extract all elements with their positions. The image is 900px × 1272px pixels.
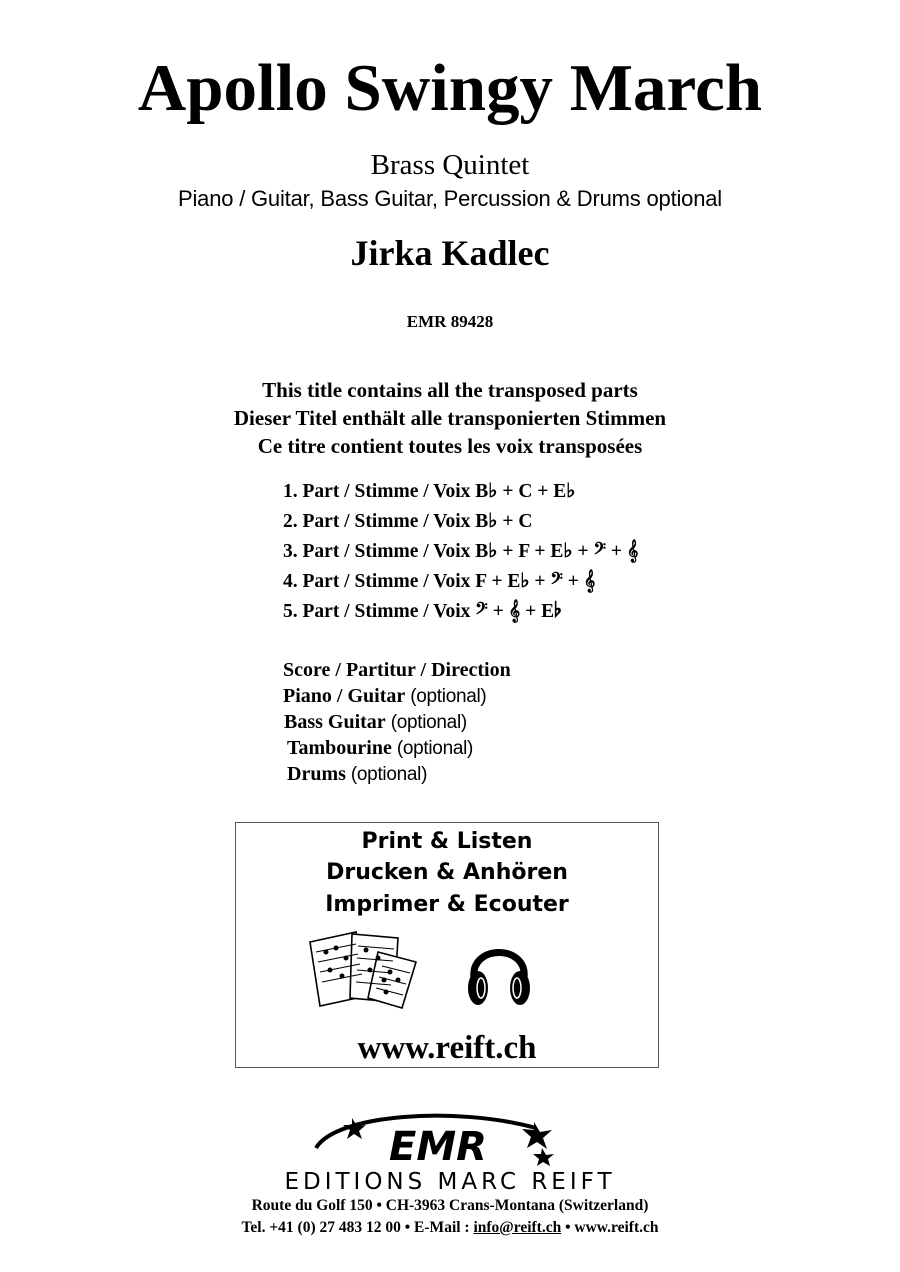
extra-name: Drums — [287, 763, 346, 785]
part-prefix: 1. Part / Stimme / Voix — [283, 481, 471, 502]
headphones-icon — [466, 934, 532, 1010]
subtitle: Brass Quintet — [370, 149, 530, 181]
part-keys: B♭ + F + E♭ + 𝄢 + 𝄞 — [475, 541, 639, 562]
extra-name: Score / Partitur / Direction — [283, 659, 511, 681]
publisher-name: EDITIONS MARC REIFT — [284, 1169, 616, 1195]
part-line — [283, 510, 532, 534]
page-title: Apollo Swingy March — [137, 51, 763, 125]
extra-item — [283, 684, 486, 709]
extra-name: Piano / Guitar — [283, 685, 406, 707]
extra-item — [283, 658, 511, 682]
part-keys: F + E♭ + 𝄢 + 𝄞 — [475, 571, 596, 592]
publisher-contact — [0, 1218, 900, 1238]
promo-line-english: Print & Listen — [361, 829, 533, 854]
extra-item — [287, 762, 427, 787]
part-prefix: 5. Part / Stimme / Voix — [283, 601, 471, 622]
extra-note: (optional) — [350, 764, 428, 785]
email-link[interactable]: info@reift.ch — [473, 1219, 562, 1236]
extra-item — [284, 710, 467, 735]
part-keys: B♭ + C + E♭ — [475, 481, 576, 502]
promo-line-french: Imprimer & Ecouter — [325, 892, 569, 917]
notice-german: Dieser Titel enthält alle transponierten Stimmen — [233, 406, 667, 430]
notice-english: This title contains all the transposed parts — [262, 378, 638, 402]
composer-name: Jirka Kadlec — [350, 233, 550, 273]
sheet-music-icon — [306, 928, 420, 1010]
part-keys: 𝄢 + 𝄞 + E♭ — [475, 601, 562, 622]
catalog-number: EMR 89428 — [406, 312, 494, 331]
part-prefix: 3. Part / Stimme / Voix — [283, 541, 471, 562]
logo-text: EMR — [389, 1124, 487, 1170]
part-line — [283, 570, 595, 594]
extra-name: Tambourine — [287, 737, 392, 759]
extra-name: Bass Guitar — [284, 711, 386, 733]
contact-phone: Tel. +41 (0) 27 483 12 00 • E-Mail : — [241, 1219, 474, 1236]
promo-line-german: Drucken & Anhören — [326, 860, 568, 885]
extra-note: (optional) — [390, 712, 467, 733]
extra-note: (optional) — [410, 686, 487, 707]
extra-item — [287, 736, 473, 761]
part-line — [283, 540, 638, 564]
part-keys: B♭ + C — [475, 511, 533, 532]
extra-note: (optional) — [396, 738, 474, 759]
contact-website[interactable]: • www.reift.ch — [561, 1219, 659, 1236]
notice-french: Ce titre contient toutes les voix transposées — [257, 434, 643, 458]
part-prefix: 2. Part / Stimme / Voix — [283, 511, 471, 532]
part-line — [283, 480, 576, 504]
instrumentation-line: Piano / Guitar, Bass Guitar, Percussion & Drums optional — [178, 186, 722, 211]
website-link[interactable]: www.reift.ch — [357, 1030, 537, 1066]
emr-logo — [306, 1108, 558, 1172]
part-line — [283, 600, 561, 624]
publisher-address: Route du Golf 150 • CH-3963 Crans-Montana (Switzerland) — [251, 1197, 649, 1214]
part-prefix: 4. Part / Stimme / Voix — [283, 571, 471, 592]
